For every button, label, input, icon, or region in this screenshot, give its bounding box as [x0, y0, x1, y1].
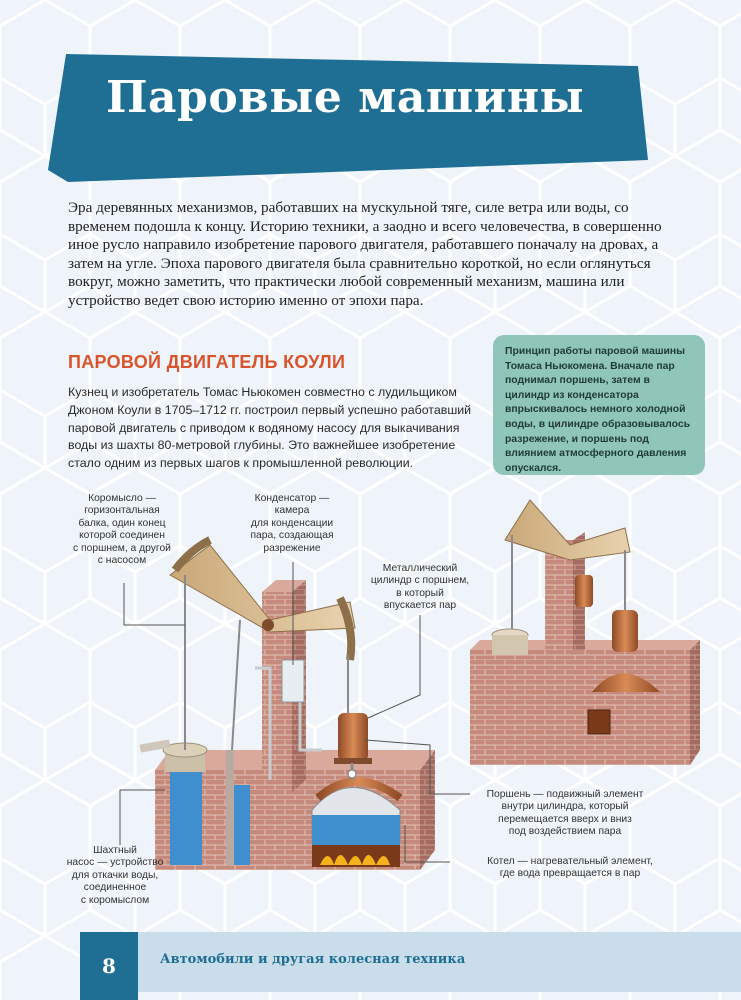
caption-pump: Шахтный насос — устройство для откачки воды, соединенное с коромыслом: [66, 845, 164, 906]
caption-piston: Поршень — подвижный элемент внутри цилиндра, который перемещается вверх и вниз под воздействием пара: [486, 789, 644, 838]
second-engine: [470, 500, 700, 765]
info-box-text: Принцип работы паровой машины Томаса Ньюкомена. Вначале пар поднимал поршень, затем в цилиндр из конденсатора впрыскивалось немного холодной воды, в цилиндре образовывалось разрежение, и поршень под влиянием атмосферного давления опускался.: [505, 346, 691, 474]
caption-beam: Коромысло — горизонтальная балка, один конец которой соединен с поршнем, а другой с насосом: [73, 493, 171, 567]
caption-cylinder: Металлический цилиндр с поршнем, в который впускается пар: [370, 563, 470, 612]
section-title: ПАРОВОЙ ДВИГАТЕЛЬ КОУЛИ: [68, 352, 346, 372]
page-title: Паровые машины: [106, 72, 585, 123]
caption-boiler: Котел — нагревательный элемент, где вода превращается в пар: [487, 856, 653, 880]
intro-paragraph: Эра деревянных механизмов, работавших на мускульной тяге, силе ветра или воды, со временем подошла к концу. Историю техники, а заодно и всего человечества, в совершенно иное русло направило изобретение парового двигателя, работавшего поначалу на дровах, а затем на угле. Эпоха парового двигателя была сравнительно короткой, но если оглянуться вокруг, можно заметить, что практически любой современный механизм, машина или устройство ведет свою историю именно от эпохи пара.: [68, 199, 662, 309]
section-paragraph: Кузнец и изобретатель Томас Ньюкомен совместно с лудильщиком Джоном Коули в 1705–1712 гг. построил первый успешно работавший паровой двигатель с приводом к водяному насосу для выкачивания воды из шахты 80-метровой глубины. Это важнейшее изобретение стало одним из первых шагов к промышленной революции.: [68, 385, 472, 471]
caption-condenser: Конденсатор — камера для конденсации пара, создающая разрежение: [250, 493, 334, 554]
title-banner: [48, 42, 648, 182]
page-number: 8: [80, 932, 138, 1000]
info-box: [493, 335, 705, 475]
footer-section-title: Автомобили и другая колесная техника: [160, 952, 466, 967]
